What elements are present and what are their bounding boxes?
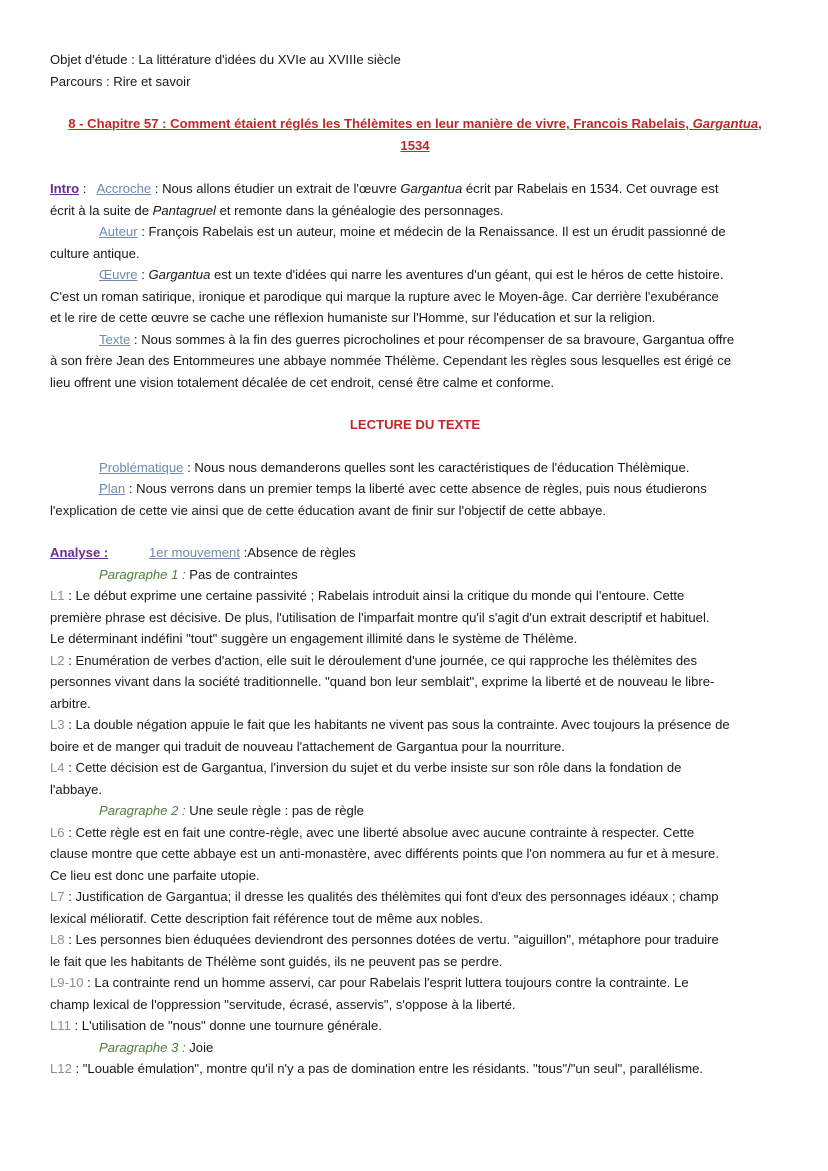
document-page [50, 49, 780, 1080]
note-l1-line2: première phrase est décisive. De plus, l'utilisation de l'imparfait montre qu'il s'agit d'un extrait descriptif et habituel. [50, 609, 710, 625]
oeuvre-label: Œuvre [99, 267, 138, 282]
note-l3-line2: boire et de manger qui traduit de nouveau l'attachement de Gargantua pour la nourriture. [50, 738, 565, 754]
note-l3: L3 : La double négation appuie le fait que les habitants ne vivent pas sous la contrainte. Avec toujours la présence de [50, 717, 730, 732]
plan: Plan : Nous verrons dans un premier temps la liberté avec cette absence de règles, puis nous étudierons [99, 481, 707, 496]
analyse-label: Analyse : [50, 545, 109, 560]
paragraphe-2: Paragraphe 2 : Une seule règle : pas de règle [99, 803, 364, 818]
header-line-parcours: Parcours : Rire et savoir [50, 73, 191, 89]
note-l11: L11 : L'utilisation de "nous" donne une tournure générale. [50, 1018, 382, 1033]
paragraphe-1: Paragraphe 1 : Pas de contraintes [99, 566, 298, 582]
accroche-label: Accroche [96, 181, 152, 196]
note-l8: L8 : Les personnes bien éduquées deviendront des personnes dotées de vertu. "aiguillon", métaphore pour traduire [50, 932, 719, 947]
problematique-label: Problématique [99, 459, 184, 475]
intro-texte: Texte : Nous sommes à la fin des guerres picrocholines et pour récompenser de sa bravoure, Gargantua offre [99, 331, 735, 347]
intro-auteur: Auteur : François Rabelais est un auteur, moine et médecin de la Renaissance. Il est un érudit passionné de [99, 224, 726, 239]
note-l4-line2: l'abbaye. [50, 781, 103, 797]
paragraphe-3: Paragraphe 3 : Joie [99, 1039, 214, 1055]
note-l7-line2: lexical mélioratif. Cette description fait référence tout de même aux nobles. [50, 910, 484, 926]
note-l6-line3: Ce lieu est donc une parfaite utopie. [50, 867, 260, 883]
intro-label: Intro [50, 181, 80, 196]
intro-accroche-line2: écrit à la suite de Pantagruel et remonte dans la généalogie des personnages. [50, 202, 504, 218]
note-l8-line2: le fait que les habitants de Thélème sont guidés, ils ne peuvent pas se perdre. [50, 953, 503, 969]
note-l2-line2: personnes vivant dans la société traditionnelle. "quand bon leur semblait", exprime la liberté et de nouveau le libre- [50, 674, 715, 689]
note-l2: L2 : Enumération de verbes d'action, elle suit le déroulement d'une journée, ce qui rapproche les thélèmites des [50, 652, 697, 668]
note-l9-10-line2: champ lexical de l'oppression "servitude, écrasé, asservis", s'oppose à la liberté. [50, 996, 516, 1012]
intro-accroche: Intro : Accroche : Nous allons étudier un extrait de l'œuvre Gargantua écrit par Rabelais en 1534. Cet ouvrage est [50, 181, 719, 196]
note-l1: L1 : Le début exprime une certaine passivité ; Rabelais introduit ainsi la critique du monde qui l'entoure. Cette [50, 588, 685, 603]
problematique: Problématique : Nous nous demanderons quelles sont les caractéristiques de l'éducation Thélèmique. [99, 459, 690, 475]
plan-line2: l'explication de cette vie ainsi que de cette éducation avant de finir sur l'objectif de cette abbaye. [50, 502, 607, 518]
header-line-objet: Objet d'étude : La littérature d'idées du XVIe au XVIIIe siècle [50, 52, 401, 67]
note-l2-line3: arbitre. [50, 695, 91, 711]
intro-auteur-line2: culture antique. [50, 245, 140, 261]
document-title: 8 - Chapitre 57 : Comment étaient réglés les Thélèmites en leur manière de vivre, Francois Rabelais, Gargantua, 1534 [68, 116, 762, 153]
mouvement-label: 1er mouvement [149, 545, 240, 560]
note-l6-line2: clause montre que cette abbaye est un anti-monastère, avec différents points que l'on nommera au fur et à mesure. [50, 846, 719, 861]
note-l4: L4 : Cette décision est de Gargantua, l'inversion du sujet et du verbe insiste sur son rôle dans la fondation de [50, 760, 682, 775]
analyse-heading: Analyse : 1er mouvement :Absence de règles [50, 542, 780, 564]
intro-oeuvre-line2: C'est un roman satirique, ironique et parodique qui marque la rupture avec le Moyen-âge. Car derrière l'exubérance [50, 288, 719, 304]
intro-texte-line2: à son frère Jean des Entommeures une abbaye nommée Thélème. Cependant les règles sous lesquelles est érigé ce [50, 353, 732, 368]
note-l1-line3: Le déterminant indéfini "tout" suggère un engagement illimité dans le système de Thélème. [50, 631, 578, 646]
note-l7: L7 : Justification de Gargantua; il dresse les qualités des thélèmites qui font d'eux des personnages idéaux ; champ [50, 889, 719, 904]
texte-label: Texte [99, 331, 131, 347]
note-l12: L12 : "Louable émulation", montre qu'il n'y a pas de domination entre les résidants. "tous"/"un seul", parallélisme. [50, 1061, 704, 1076]
intro-oeuvre-line3: et le rire de cette œuvre se cache une réflexion humaniste sur l'Homme, sur l'éducation et sur la religion. [50, 310, 656, 325]
intro-texte-line3: lieu offrent une vision totalement décalée de cet endroit, censé être calme et conforme. [50, 374, 555, 390]
note-l6: L6 : Cette règle est en fait une contre-règle, avec une liberté absolue avec aucune contrainte à respecter. Cette [50, 824, 695, 840]
note-l9-10: L9-10 : La contrainte rend un homme asservi, car pour Rabelais l'esprit luttera toujours contre la contrainte. Le [50, 975, 689, 990]
plan-label: Plan [99, 481, 126, 496]
auteur-label: Auteur [99, 224, 138, 239]
lecture-heading: LECTURE DU TEXTE [349, 417, 481, 432]
intro-oeuvre: Œuvre : Gargantua est un texte d'idées qui narre les aventures d'un géant, qui est le héros de cette histoire. [99, 267, 724, 282]
